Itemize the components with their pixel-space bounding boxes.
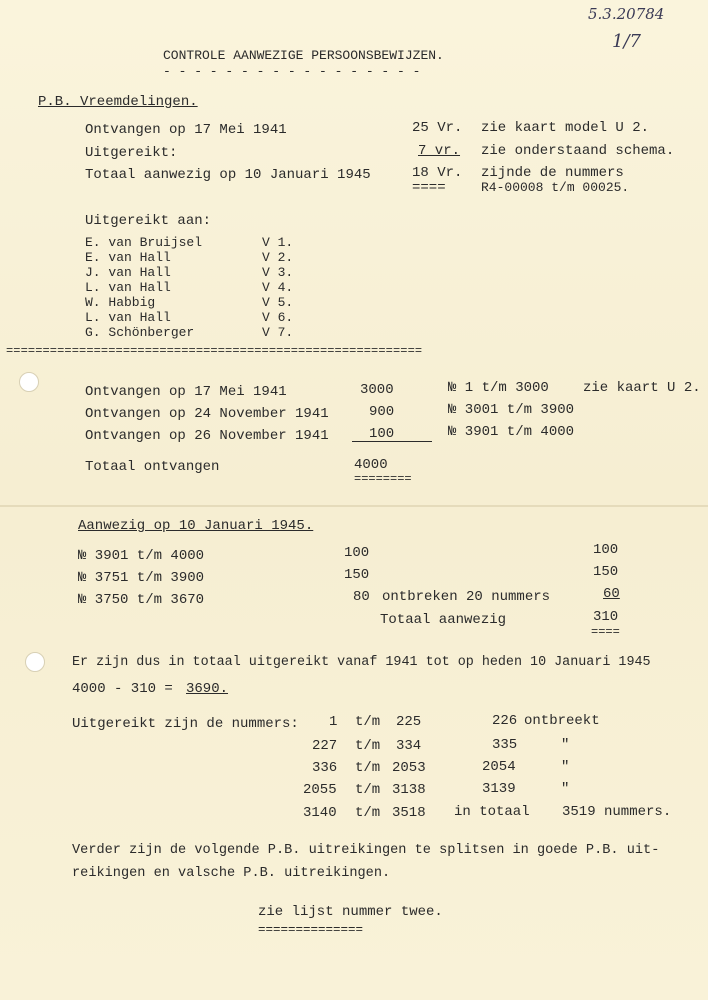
issued-heading: Uitgereikt aan: [85, 213, 212, 229]
range-status: " [561, 759, 570, 775]
range-status: " [561, 781, 570, 797]
range-from: 336 [312, 760, 338, 776]
range-from: 3140 [303, 805, 337, 821]
line-label: Ontvangen op 17 Mei 1941 [85, 122, 287, 138]
range-from: 2055 [303, 782, 337, 798]
range-sep: t/m [355, 760, 381, 776]
present-count: 150 [344, 567, 370, 583]
calc-prefix: 4000 - 310 = [72, 681, 182, 697]
section-heading-vreemdelingen: P.B. Vreemdelingen. [38, 94, 198, 110]
punch-hole [19, 372, 39, 392]
punch-hole [25, 652, 45, 672]
line-note: zijnde de nummers [481, 165, 624, 181]
issued-name: E. van Hall [85, 250, 171, 265]
received-value: 900 [369, 404, 395, 420]
range-to: 225 [396, 714, 422, 730]
issued-name: J. van Hall [85, 265, 171, 280]
issued-code: V 5. [262, 295, 294, 310]
range-missing: 2054 [482, 759, 516, 775]
range-missing: 226 [492, 713, 518, 729]
section-heading-present: Aanwezig op 10 Januari 1945. [78, 518, 314, 534]
total-received-value: 4000 [354, 457, 388, 473]
range-from: 1 [329, 714, 338, 730]
page-number: 1/7 [612, 31, 641, 52]
received-range: № 3001 t/m 3900 [448, 402, 575, 418]
received-label: Ontvangen op 26 November 1941 [85, 428, 329, 444]
sum-underline [352, 441, 432, 442]
present-range: № 3901 t/m 4000 [78, 548, 205, 564]
present-range: № 3750 t/m 3670 [78, 592, 205, 608]
range-sep: t/m [355, 714, 381, 730]
received-value: 3000 [360, 382, 394, 398]
issued-code: V 3. [262, 265, 294, 280]
line-note: zie kaart model U 2. [481, 120, 650, 136]
received-note: zie kaart U 2. [583, 380, 701, 396]
present-range: № 3751 t/m 3900 [78, 570, 205, 586]
range-to: 2053 [392, 760, 426, 776]
range-missing: 3139 [482, 781, 516, 797]
range-to: 3518 [392, 805, 426, 821]
number-range-note: R4-00008 t/m 00025. [481, 180, 630, 195]
issued-name: E. van Bruijsel [85, 235, 203, 250]
value-double-rule: ==== [412, 180, 446, 196]
line-value: 25 Vr. [412, 120, 463, 136]
total-present-label: Totaal aanwezig [380, 612, 507, 628]
range-sep: t/m [355, 805, 381, 821]
section-separator: ========================================================= [6, 344, 423, 358]
total-present-value: 310 [593, 609, 619, 625]
issued-numbers-label: Uitgereikt zijn de nummers: [72, 716, 299, 732]
received-label: Ontvangen op 17 Mei 1941 [85, 384, 287, 400]
total-received-label: Totaal ontvangen [85, 459, 220, 475]
issued-name: W. Habbig [85, 295, 156, 310]
received-range: № 3901 t/m 4000 [448, 424, 575, 440]
list-reference: zie lijst nummer twee. [258, 904, 443, 920]
present-result: 150 [593, 564, 619, 580]
range-from: 227 [312, 738, 338, 754]
summary-line: Er zijn dus in totaal uitgereikt vanaf 1941 tot op heden 10 Januari 1945 [72, 655, 651, 670]
received-range: № 1 t/m 3000 [448, 380, 549, 396]
issued-name: L. van Hall [85, 280, 171, 295]
range-sep: t/m [355, 782, 381, 798]
present-count: 100 [344, 545, 370, 561]
range-sep: t/m [355, 738, 381, 754]
issued-code: V 1. [262, 235, 294, 250]
paper-fold [0, 505, 708, 507]
present-note: ontbreken 20 nummers [382, 589, 551, 605]
line-value: 7 vr. [418, 143, 461, 159]
line-label: Uitgereikt: [85, 145, 178, 161]
issued-code: V 4. [262, 280, 294, 295]
line-note: zie onderstaand schema. [481, 143, 675, 159]
issued-name: G. Schönberger [85, 325, 195, 340]
range-status: in totaal [454, 804, 530, 820]
line-value: 18 Vr. [412, 165, 463, 181]
total-present-rule: ==== [591, 625, 620, 639]
line-label: Totaal aanwezig op 10 Januari 1945 [85, 167, 371, 183]
issued-name: L. van Hall [85, 310, 171, 325]
range-to: 3138 [392, 782, 426, 798]
present-result: 100 [593, 542, 619, 558]
closing-line-1: Verder zijn de volgende P.B. uitreikingen te splitsen in goede P.B. uit- [72, 843, 660, 858]
issued-code: V 6. [262, 310, 294, 325]
present-result: 60 [603, 586, 620, 602]
range-status: " [561, 737, 570, 753]
total-double-rule: ======== [354, 472, 412, 486]
title-underline: - - - - - - - - - - - - - - - - - [163, 64, 421, 79]
range-status: ontbreekt [524, 713, 600, 729]
range-to: 334 [396, 738, 422, 754]
received-value: 100 [369, 426, 395, 442]
document-title: CONTROLE AANWEZIGE PERSOONSBEWIJZEN. [163, 48, 444, 63]
calc-result: 3690. [186, 681, 229, 697]
closing-double-rule: ============== [258, 923, 364, 937]
range-missing: 335 [492, 737, 518, 753]
issued-code: V 2. [262, 250, 294, 265]
issued-code: V 7. [262, 325, 294, 340]
received-label: Ontvangen op 24 November 1941 [85, 406, 329, 422]
archive-reference: 5.3.20784 [588, 5, 665, 23]
closing-line-2: reikingen en valsche P.B. uitreikingen. [72, 866, 391, 881]
range-missing: 3519 nummers. [562, 804, 672, 820]
present-count: 80 [353, 589, 370, 605]
